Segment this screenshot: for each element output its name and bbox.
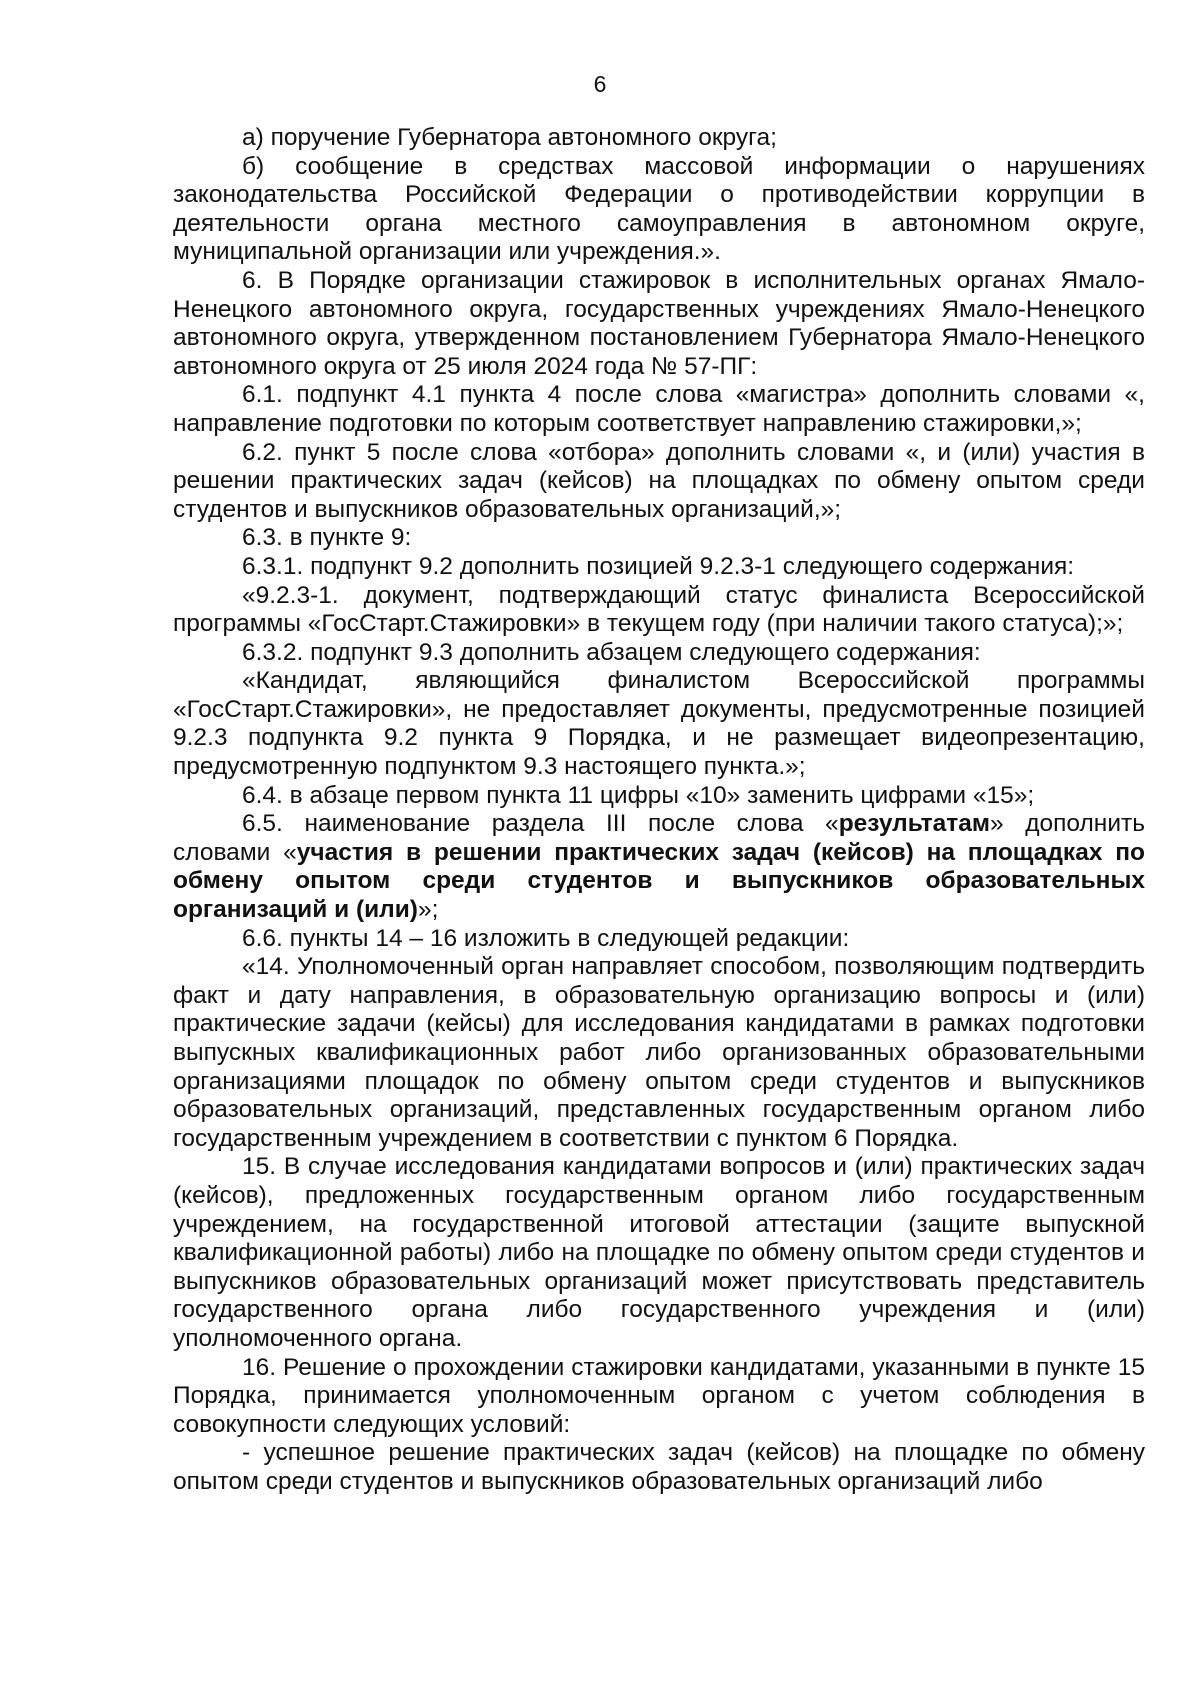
paragraph-b: б) сообщение в средствах массовой информации о нарушениях законодательства Российской Федерации о противодействии коррупции в деятельности органа местного самоуправления в автономном округе, муниципальной организации или учреждения.».	[173, 152, 1145, 266]
page-number: 6	[593, 71, 607, 97]
paragraph-6-5-text-c: »;	[417, 896, 439, 924]
paragraph-6-3: 6.3. в пункте 9:	[242, 524, 412, 552]
paragraph-6-4: 6.4. в абзаце первом пункта 11 цифры «10» заменить цифрами «15»;	[242, 781, 1035, 809]
paragraph-condition-1: - успешное решение практических задач (кейсов) на площадке по обмену опытом среди студентов и выпускников образовательных организаций либо	[173, 1439, 1145, 1495]
paragraph-6-5-bold-b: участия в решении практических задач (кейсов) на площадках по обмену опытом среди студентов и выпускников образовательных организаций и (или)	[173, 838, 1146, 924]
paragraph-6-6: 6.6. пункты 14 – 16 изложить в следующей редакции:	[242, 924, 850, 952]
paragraph-6-2: 6.2. пункт 5 после слова «отбора» дополнить словами «, и (или) участия в решении практических задач (кейсов) на площадках по обмену опытом среди студентов и выпускников образовательных организаций,»;	[173, 438, 1145, 523]
paragraph-14: «14. Уполномоченный орган направляет способом, позволяющим подтвердить факт и дату направления, в образовательную организацию вопросы и (или) практические задачи (кейсы) для исследования кандидатами в рамках подготовки выпускных квалификационных работ либо организованных образовательными организациями площадок по обмену опытом среди студентов и выпускников образовательных организаций, представленных государственным органом либо государственным учреждением в соответствии с пунктом 6 Порядка.	[173, 953, 1145, 1152]
paragraph-6-5	[173, 810, 1145, 924]
paragraph-9-2-3-1: «9.2.3-1. документ, подтверждающий статус финалиста Всероссийской программы «ГосСтарт.Стажировки» в текущем году (при наличии такого статуса);»;	[173, 581, 1145, 638]
paragraph-a: а) поручение Губернатора автономного округа;	[242, 124, 777, 151]
paragraph-15: 15. В случае исследования кандидатами вопросов и (или) практических задач (кейсов), предложенных государственным органом либо государственным учреждением, на государственной итоговой аттестации (защите выпускной квалификационной работы) либо на площадке по обмену опытом среди студентов и выпускников образовательных организаций может присутствовать представитель государственного органа либо государственного учреждения и (или) уполномоченного органа.	[173, 1153, 1145, 1352]
paragraph-6-5-bold-a: результатам	[838, 810, 990, 838]
paragraph-6-3-2: 6.3.2. подпункт 9.3 дополнить абзацем следующего содержания:	[242, 638, 981, 666]
paragraph-16: 16. Решение о прохождении стажировки кандидатами, указанными в пункте 15 Порядка, принимается уполномоченным органом с учетом соблюдения в совокупности следующих условий:	[173, 1353, 1145, 1438]
paragraph-6-3-1: 6.3.1. подпункт 9.2 дополнить позицией 9.2.3-1 следующего содержания:	[242, 552, 1075, 580]
paragraph-6-5-text-a: 6.5. наименование раздела III после слова «	[242, 810, 839, 838]
paragraph-6: 6. В Порядке организации стажировок в исполнительных органах Ямало-Ненецкого автономного округа, государственных учреждениях Ямало-Ненецкого автономного округа, утвержденном постановлением Губернатора Ямало-Ненецкого автономного округа от 25 июля 2024 года № 57-ПГ:	[173, 266, 1145, 380]
document-body	[173, 124, 1145, 1497]
paragraph-6-1: 6.1. подпункт 4.1 пункта 4 после слова «магистра» дополнить словами «, направление подготовки по которым соответствует направлению стажировки,»;	[173, 381, 1145, 437]
paragraph-6-5-text-b: » дополнить словами «	[173, 810, 1145, 866]
paragraph-candidate-quote: «Кандидат, являющийся финалистом Всероссийской программы «ГосСтарт.Стажировки», не предоставляет документы, предусмотренные позицией 9.2.3 подпункта 9.2 пункта 9 Порядка, и не размещает видеопрезентацию, предусмотренную подпунктом 9.3 настоящего пункта.»;	[173, 667, 1145, 781]
